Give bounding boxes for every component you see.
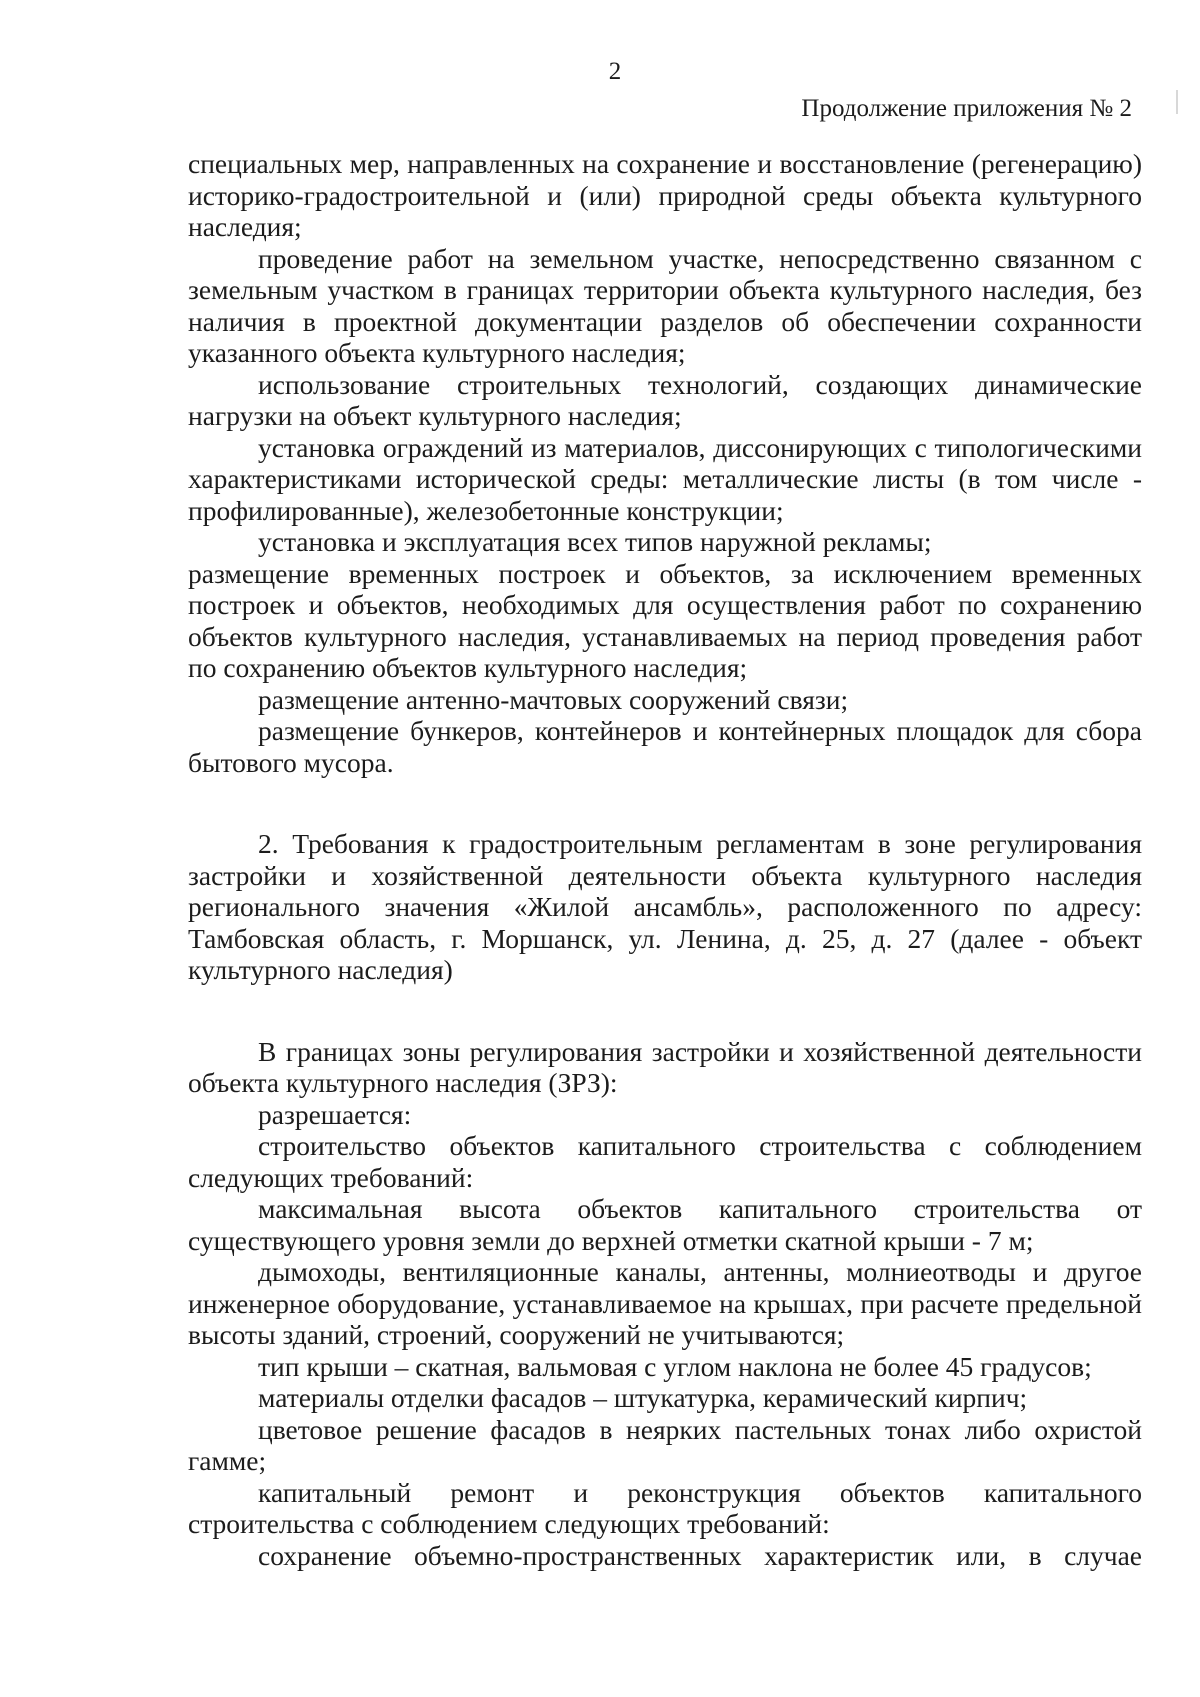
appendix-continuation-note: Продолжение приложения № 2 bbox=[801, 95, 1132, 122]
section-heading: 2. Требования к градостроительным регламентам в зоне регулирования застройки и хозяйственной деятельности объекта культурного наследия регионального значения «Жилой ансамбль», расположенного по адресу: Тамбовская область, г. Моршанск, ул. Ленина, д. 25, д. 27 (далее - объект культурного наследия) bbox=[188, 828, 1142, 985]
page-number: 2 bbox=[608, 58, 622, 85]
paragraph: капитальный ремонт и реконструкция объектов капитального строительства с соблюдением следующих требований: bbox=[188, 1476, 1142, 1539]
scan-edge-mark bbox=[1176, 90, 1178, 114]
paragraph: размещение бункеров, контейнеров и контейнерных площадок для сбора бытового мусора. bbox=[188, 715, 1142, 778]
paragraph: сохранение объемно-пространственных характеристик или, в случае bbox=[258, 1539, 1142, 1571]
paragraph: разрешается: bbox=[258, 1098, 412, 1130]
paragraph: максимальная высота объектов капитального строительства от существующего уровня земли до верхней отметки скатной крыши - 7 м; bbox=[188, 1193, 1142, 1256]
paragraph: тип крыши – скатная, вальмовая с углом наклона не более 45 градусов; bbox=[258, 1350, 1092, 1382]
paragraph: установка ограждений из материалов, диссонирующих с типологическими характеристиками исторической среды: металлические листы (в том числе - профилированные), железобетонные конструкции; bbox=[188, 431, 1142, 526]
paragraph: размещение антенно-мачтовых сооружений связи; bbox=[258, 683, 849, 715]
paragraph: В границах зоны регулирования застройки и хозяйственной деятельности объекта культурного наследия (ЗРЗ): bbox=[188, 1035, 1142, 1098]
paragraph: размещение временных построек и объектов, за исключением временных построек и объектов, необходимых для осуществления работ по сохранению объектов культурного наследия, устанавливаемых на период проведения работ по сохранению объектов культурного наследия; bbox=[188, 557, 1142, 683]
paragraph: дымоходы, вентиляционные каналы, антенны, молниеотводы и другое инженерное оборудование, устанавливаемое на крышах, при расчете предельной высоты зданий, строений, сооружений не учитываются; bbox=[188, 1256, 1142, 1350]
paragraph: установка и эксплуатация всех типов наружной рекламы; bbox=[258, 526, 932, 557]
paragraph: специальных мер, направленных на сохранение и восстановление (регенерацию) историко-градостроительной и (или) природной среды объекта культурного наследия; bbox=[188, 148, 1142, 242]
document-body bbox=[188, 148, 1142, 1571]
paragraph: материалы отделки фасадов – штукатурка, керамический кирпич; bbox=[258, 1382, 1028, 1413]
paragraph: проведение работ на земельном участке, непосредственно связанном с земельным участком в границах территории объекта культурного наследия, без наличия в проектной документации разделов об обеспечении сохранности указанного объекта культурного наследия; bbox=[188, 242, 1142, 368]
paragraph: цветовое решение фасадов в неярких пастельных тонах либо охристой гамме; bbox=[188, 1413, 1142, 1476]
paragraph: строительство объектов капитального строительства с соблюдением следующих требований: bbox=[188, 1130, 1142, 1193]
paragraph: использование строительных технологий, создающих динамические нагрузки на объект культурного наследия; bbox=[188, 368, 1142, 431]
